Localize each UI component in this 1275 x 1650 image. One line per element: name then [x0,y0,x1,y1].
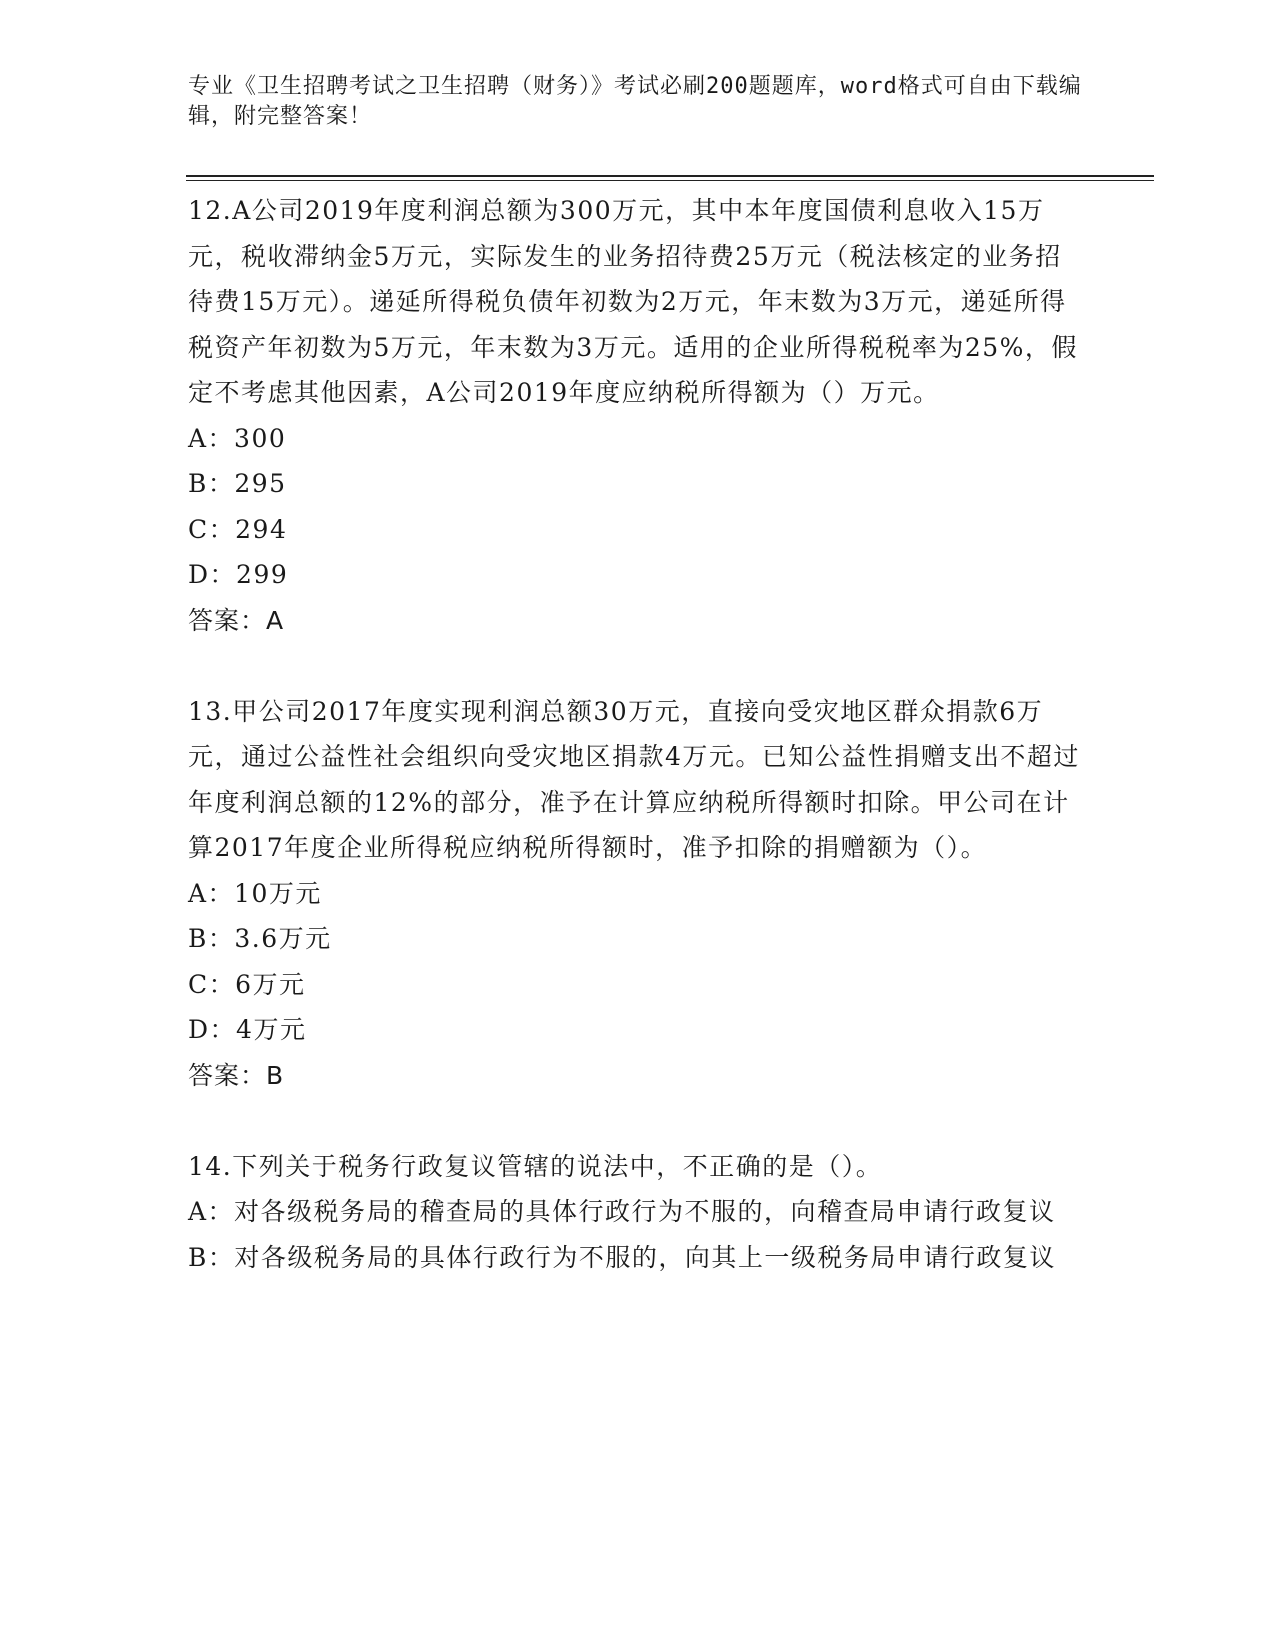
question-14 [188,1144,1088,1281]
option-b: B：对各级税务局的具体行政行为不服的，向其上一级税务局申请行政复议 [188,1242,1056,1272]
question-list [188,188,1088,1280]
option-a: A：对各级税务局的稽查局的具体行政行为不服的，向稽查局申请行政复议 [188,1197,1056,1226]
header-divider [186,175,1154,181]
answer-label: 答案：A [188,605,285,635]
document-header [188,72,1088,132]
question-spacer [188,643,1088,689]
option-c: C：6万元 [188,969,306,999]
header-title: 专业《卫生招聘考试之卫生招聘（财务）》考试必刷200题题库，word格式可自由下载编辑，附完整答案！ [188,74,1082,129]
question-13 [188,689,1088,1098]
option-a: A：10万元 [188,878,322,908]
option-c: C：294 [188,514,288,544]
option-a: A：300 [188,423,287,453]
question-stem: 12.A公司2019年度利润总额为300万元，其中本年度国债利息收入15万元，税收滞纳金5万元，实际发生的业务招待费25万元（税法核定的业务招待费15万元）。递延所得税负债年初数为2万元，年末数为3万元，递延所得税资产年初数为5万元，年末数为3万元。适用的企业所得税税率为25%，假定不考虑其他因素，A公司2019年度应纳税所得额为（）万元。 [188,196,1078,407]
question-12 [188,188,1088,643]
question-spacer [188,1098,1088,1144]
option-d: D：4万元 [188,1015,307,1044]
option-b: B：3.6万元 [188,924,332,953]
question-stem: 14.下列关于税务行政复议管辖的说法中，不正确的是（）。 [188,1151,883,1181]
option-b: B：295 [188,469,287,498]
question-stem: 13.甲公司2017年度实现利润总额30万元，直接向受灾地区群众捐款6万元，通过公益性社会组织向受灾地区捐款4万元。已知公益性捐赠支出不超过年度利润总额的12%的部分，准予在计算应纳税所得额时扣除。甲公司在计算2017年度企业所得税应纳税所得额时，准予扣除的捐赠额为（）。 [188,696,1080,862]
answer-label: 答案：B [188,1060,285,1090]
option-d: D：299 [188,560,289,589]
